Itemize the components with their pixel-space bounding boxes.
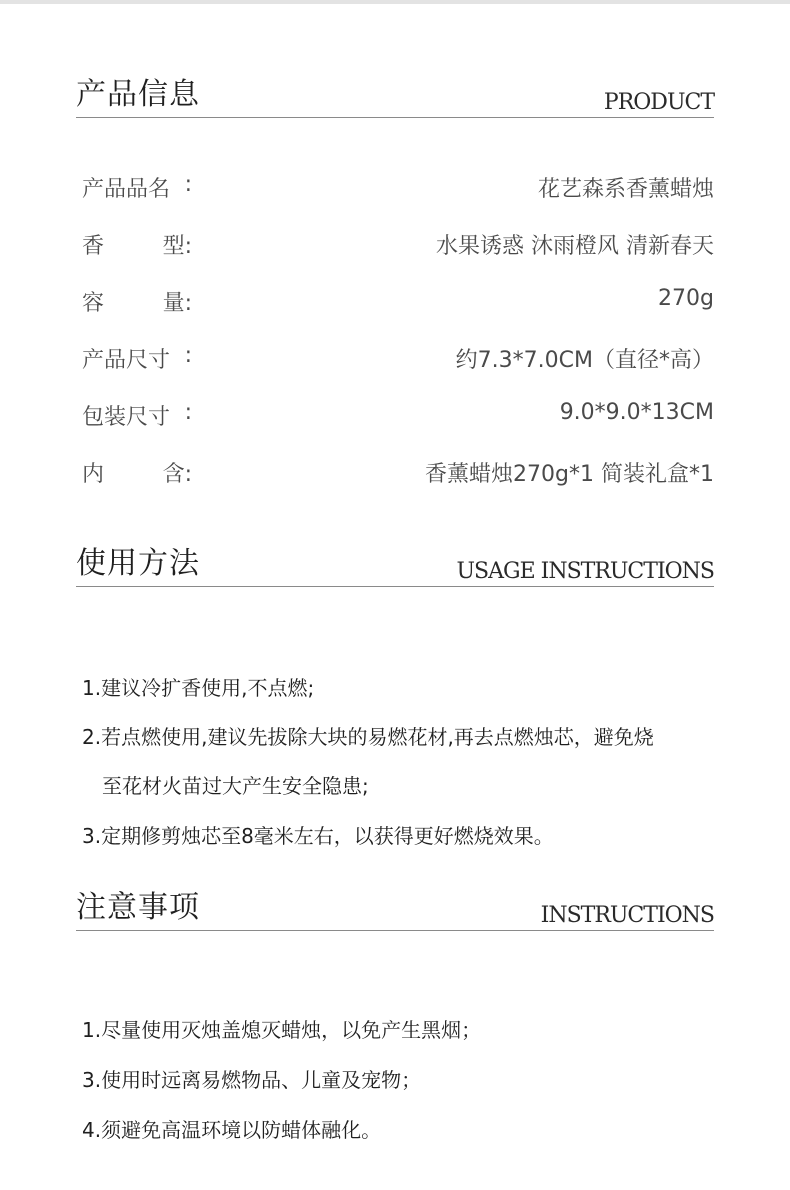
notice-item: 4.须避免高温环境以防蜡体融化。	[82, 1118, 382, 1142]
info-label-text: 产品品名	[82, 177, 171, 202]
info-value: 9.0*9.0*13CM	[559, 400, 714, 425]
usage-title: 使用方法	[76, 546, 200, 581]
info-row-scent	[82, 229, 714, 261]
info-label	[82, 286, 192, 317]
info-label-text: 包装尺寸	[82, 405, 171, 430]
info-label-char: 内	[82, 462, 105, 487]
info-value: 花艺森系香薰蜡烛	[537, 177, 714, 202]
info-row-contents	[82, 457, 714, 489]
usage-item: 1.建议冷扩香使用,不点燃;	[82, 676, 315, 700]
top-divider	[0, 0, 790, 4]
info-label-text: 产品尺寸	[82, 348, 171, 373]
info-label	[82, 400, 192, 431]
notice-item: 1.尽量使用灭烛盖熄灭蜡烛，以免产生黑烟；	[82, 1018, 482, 1042]
info-label-char: 型:	[162, 234, 192, 259]
info-value: 香薰蜡烛270g*1 简装礼盒*1	[425, 462, 714, 487]
info-label-char: 容	[82, 291, 105, 316]
info-row-product-size	[82, 343, 714, 375]
info-label-char: 香	[82, 234, 105, 259]
info-label-char: 量:	[162, 291, 192, 316]
product-info-title: 产品信息	[76, 77, 200, 112]
info-label-colon: :	[184, 172, 192, 197]
info-label	[82, 457, 192, 488]
usage-title-en: USAGE INSTRUCTIONS	[456, 559, 714, 584]
usage-item: 2.若点燃使用,建议先拔除大块的易燃花材,再去点燃烛芯，避免烧	[82, 725, 654, 749]
info-value: 约7.3*7.0CM（直径*高）	[455, 348, 714, 373]
info-label-char: 含:	[162, 462, 192, 487]
info-label	[82, 229, 192, 260]
notice-title: 注意事项	[76, 890, 200, 925]
info-label	[82, 343, 192, 374]
usage-item-continued: 至花材火苗过大产生安全隐患;	[102, 774, 369, 798]
notice-header	[76, 890, 714, 931]
info-value: 水果诱惑 沐雨橙风 清新春天	[436, 234, 714, 259]
info-value: 270g	[658, 286, 714, 311]
info-label-colon: :	[184, 400, 192, 425]
product-info-title-en: PRODUCT	[603, 90, 714, 115]
notice-title-en: INSTRUCTIONS	[540, 903, 714, 928]
usage-header	[76, 546, 714, 587]
info-row-capacity	[82, 286, 714, 318]
notice-item: 3.使用时远离易燃物品、儿童及宠物；	[82, 1068, 422, 1092]
info-row-name	[82, 172, 714, 204]
info-label-colon: :	[184, 343, 192, 368]
usage-item: 3.定期修剪烛芯至8毫米左右，以获得更好燃烧效果。	[82, 824, 554, 848]
info-row-package-size	[82, 400, 714, 432]
product-info-header	[76, 77, 714, 118]
info-label	[82, 172, 192, 203]
